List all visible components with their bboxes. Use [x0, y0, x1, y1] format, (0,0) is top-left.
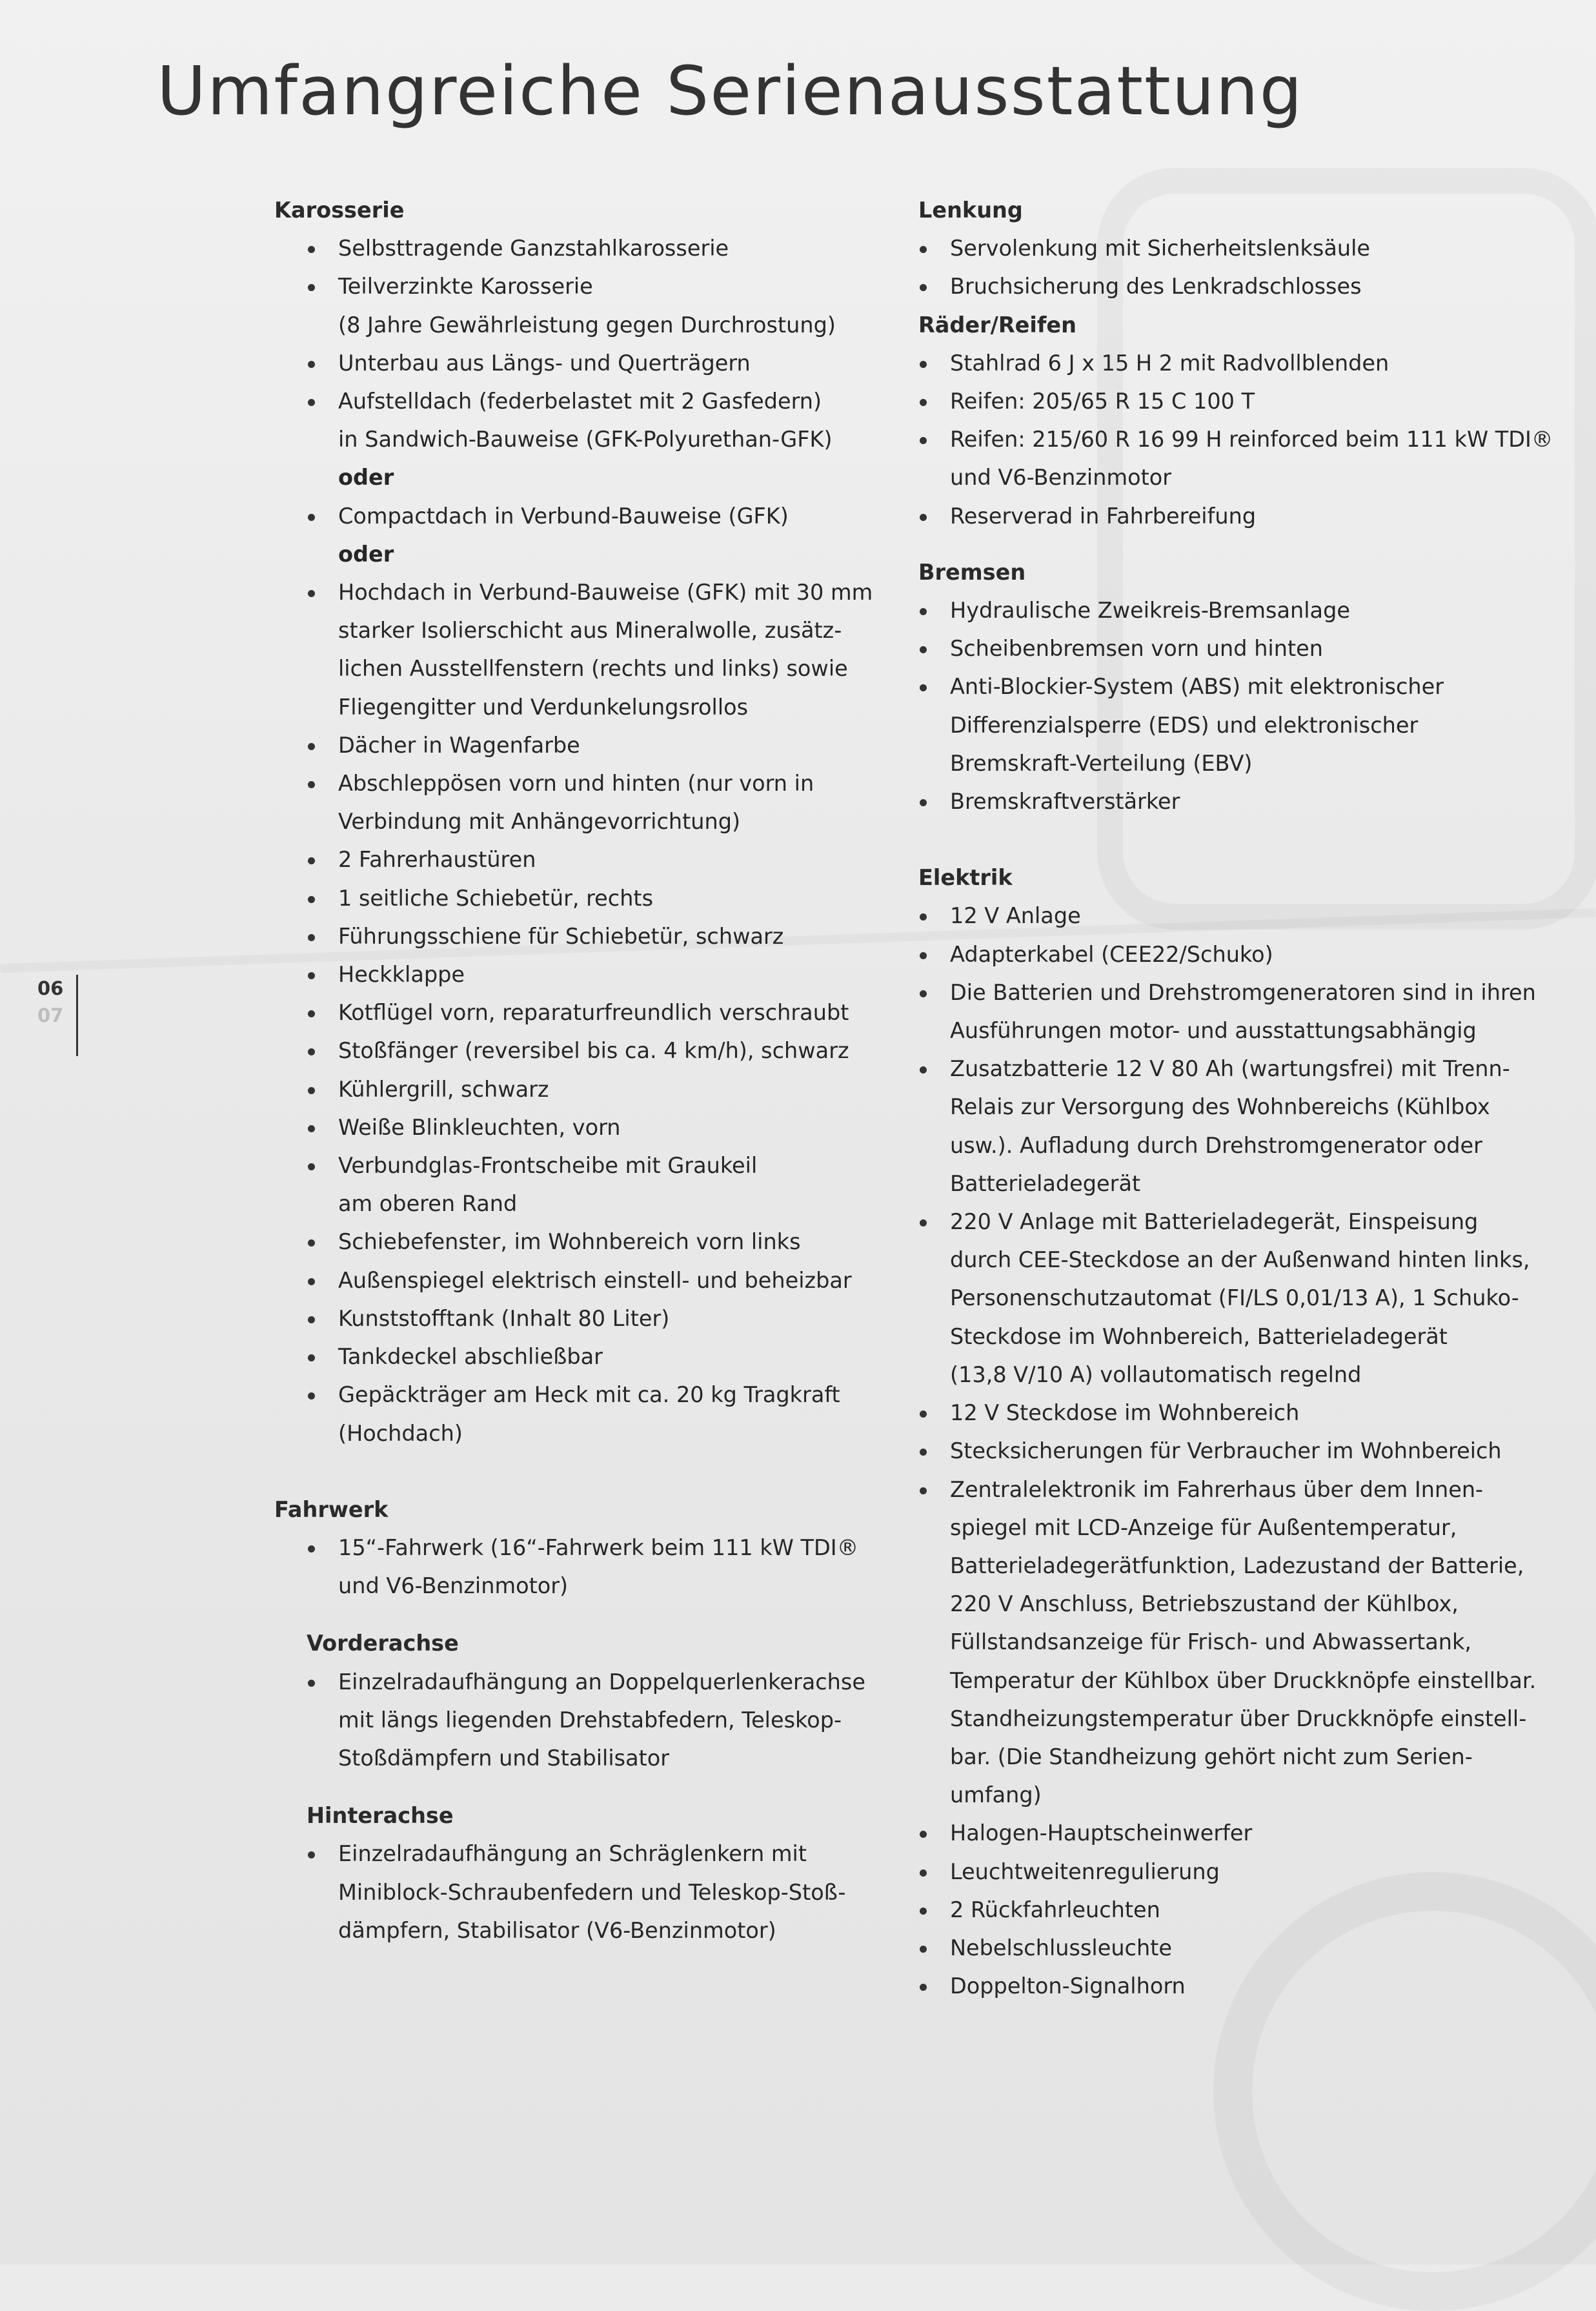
column-left [274, 191, 920, 1950]
list-item: Reserverad in Fahrbereifung [918, 497, 1577, 535]
list-item: Stahlrad 6 J x 15 H 2 mit Radvollblenden [918, 344, 1577, 382]
list-item: Kunststofftank (Inhalt 80 Liter) [307, 1299, 920, 1338]
list-item: Abschleppösen vorn und hinten (nur vorn in Verbindung mit Anhängevorrichtung) [307, 764, 920, 840]
list-hinterachse [307, 1835, 920, 1950]
list-item: 12 V Steckdose im Wohnbereich [918, 1394, 1577, 1432]
section-heading-lenkung: Lenkung [918, 198, 1023, 223]
section-heading-vorderachse: Vorderachse [307, 1631, 459, 1656]
column-right [918, 191, 1577, 2005]
list-item: Aufstelldach (federbelastet mit 2 Gasfedern) in Sandwich-Bauweise (GFK-Polyurethan-GFK) [307, 382, 920, 458]
oder-label: oder [338, 541, 394, 567]
list-item: Schiebefenster, im Wohnbereich vorn links [307, 1223, 920, 1261]
list-item: Nebelschlussleuchte [918, 1929, 1577, 1967]
list-item: Einzelradaufhängung an Schräglenkern mit Miniblock-Schraubenfedern und Teleskop-Stoß- dämpfern, Stabilisator (V6-Benzinmotor) [307, 1835, 920, 1950]
section-heading-hinterachse: Hinterachse [307, 1803, 454, 1829]
list-elektrik [918, 897, 1577, 2005]
list-item: Dächer in Wagenfarbe [307, 726, 920, 764]
list-item: 2 Fahrerhaustüren [307, 840, 920, 879]
section-heading-bremsen: Bremsen [918, 559, 1026, 585]
page-number-divider [76, 975, 78, 1056]
list-item: Doppelton-Signalhorn [918, 1967, 1577, 2005]
list-item: Außenspiegel elektrisch einstell- und beheizbar [307, 1261, 920, 1299]
list-item: Adapterkabel (CEE22/Schuko) [918, 935, 1577, 973]
list-item: Anti-Blockier-System (ABS) mit elektronischer Differenzialsperre (EDS) und elektronischer Bremskraft-Verteilung (EBV) [918, 667, 1577, 782]
list-item: Kühlergrill, schwarz [307, 1070, 920, 1108]
page-numbers [37, 975, 63, 1029]
page-number-next: 07 [37, 1004, 64, 1026]
list-item: Führungsschiene für Schiebetür, schwarz [307, 917, 920, 955]
oder-label: oder [338, 465, 394, 491]
list-item: Hochdach in Verbund-Bauweise (GFK) mit 30 mm starker Isolierschicht aus Mineralwolle, zusätz- lichen Ausstellfenstern (rechts und links) sowie Fliegengitter und Verdunkelungsrollos [307, 573, 920, 726]
list-item: Weiße Blinkleuchten, vorn [307, 1108, 920, 1146]
list-item: Teilverzinkte Karosserie (8 Jahre Gewährleistung gegen Durchrostung) [307, 267, 920, 343]
list-karosserie [307, 229, 920, 458]
list-item: Heckklappe [307, 955, 920, 993]
list-item: Unterbau aus Längs- und Querträgern [307, 344, 920, 382]
list-raeder-reifen [918, 344, 1577, 535]
list-item: Selbsttragende Ganzstahlkarosserie [307, 229, 920, 267]
list-item: Reifen: 205/65 R 15 C 100 T [918, 382, 1577, 420]
list-vorderachse [307, 1663, 920, 1778]
list-item: Bruchsicherung des Lenkradschlosses [918, 267, 1577, 305]
list-item: Servolenkung mit Sicherheitslenksäule [918, 229, 1577, 267]
section-heading-raeder-reifen: Räder/Reifen [918, 312, 1077, 338]
list-bremsen [918, 591, 1577, 820]
list-item: Zusatzbatterie 12 V 80 Ah (wartungsfrei) mit Trenn- Relais zur Versorgung des Wohnbereichs (Kühlbox usw.). Aufladung durch Drehstromgenerator oder Batterieladegerät [918, 1050, 1577, 1203]
list-item: Bremskraftverstärker [918, 782, 1577, 820]
list-item: Zentralelektronik im Fahrerhaus über dem Innen- spiegel mit LCD-Anzeige für Außentemperatur, Batterieladegerätfunktion, Ladezustand der Batterie, 220 V Anschluss, Betriebszustand der Kühlbox, Füllstandsanzeige für Frisch- und Abwassertank, Temperatur der Kühlbox über Druckknöpfe einstellbar. Standheizungstemperatur über Druckknöpfe einstell- bar. (Die Standheizung gehört nicht zum Serien- umfang) [918, 1471, 1577, 1815]
list-item: Stoßfänger (reversibel bis ca. 4 km/h), schwarz [307, 1032, 920, 1070]
list-item: Verbundglas-Frontscheibe mit Graukeil am oberen Rand [307, 1146, 920, 1223]
section-heading-karosserie: Karosserie [274, 198, 405, 223]
list-item: Stecksicherungen für Verbraucher im Wohnbereich [918, 1432, 1577, 1470]
list-item: Gepäckträger am Heck mit ca. 20 kg Tragkraft (Hochdach) [307, 1376, 920, 1452]
list-item: Einzelradaufhängung an Doppelquerlenkerachse mit längs liegenden Drehstabfedern, Teleskop- Stoßdämpfern und Stabilisator [307, 1663, 920, 1778]
section-heading-fahrwerk: Fahrwerk [274, 1496, 389, 1522]
list-item: 1 seitliche Schiebetür, rechts [307, 879, 920, 917]
list-item: Kotflügel vorn, reparaturfreundlich verschraubt [307, 993, 920, 1032]
list-item: 12 V Anlage [918, 897, 1577, 935]
list-item: Reifen: 215/60 R 16 99 H reinforced beim 111 kW TDI® und V6-Benzinmotor [918, 420, 1577, 496]
list-item: 2 Rückfahrleuchten [918, 1891, 1577, 1929]
list-item: Halogen-Hauptscheinwerfer [918, 1814, 1577, 1852]
list-item: Leuchtweitenregulierung [918, 1853, 1577, 1891]
list-item: Hydraulische Zweikreis-Bremsanlage [918, 591, 1577, 629]
list-fahrwerk [307, 1529, 920, 1605]
page-title: Umfangreiche Serienausstattung [157, 52, 1304, 130]
list-item: Tankdeckel abschließbar [307, 1338, 920, 1376]
page-number-current: 06 [37, 977, 64, 999]
list-item: 15“-Fahrwerk (16“-Fahrwerk beim 111 kW TDI® und V6-Benzinmotor) [307, 1529, 920, 1605]
list-item: Compactdach in Verbund-Bauweise (GFK) [307, 497, 920, 535]
list-item: Scheibenbremsen vorn und hinten [918, 629, 1577, 667]
section-heading-elektrik: Elektrik [918, 865, 1013, 891]
list-lenkung [918, 229, 1577, 305]
list-item: Die Batterien und Drehstromgeneratoren sind in ihren Ausführungen motor- und ausstattungsabhängig [918, 973, 1577, 1050]
list-item: 220 V Anlage mit Batterieladegerät, Einspeisung durch CEE-Steckdose an der Außenwand hinten links, Personenschutzautomat (FI/LS 0,01/13 A), 1 Schuko- Steckdose im Wohnbereich, Batterieladegerät (13,8 V/10 A) vollautomatisch regelnd [918, 1203, 1577, 1394]
